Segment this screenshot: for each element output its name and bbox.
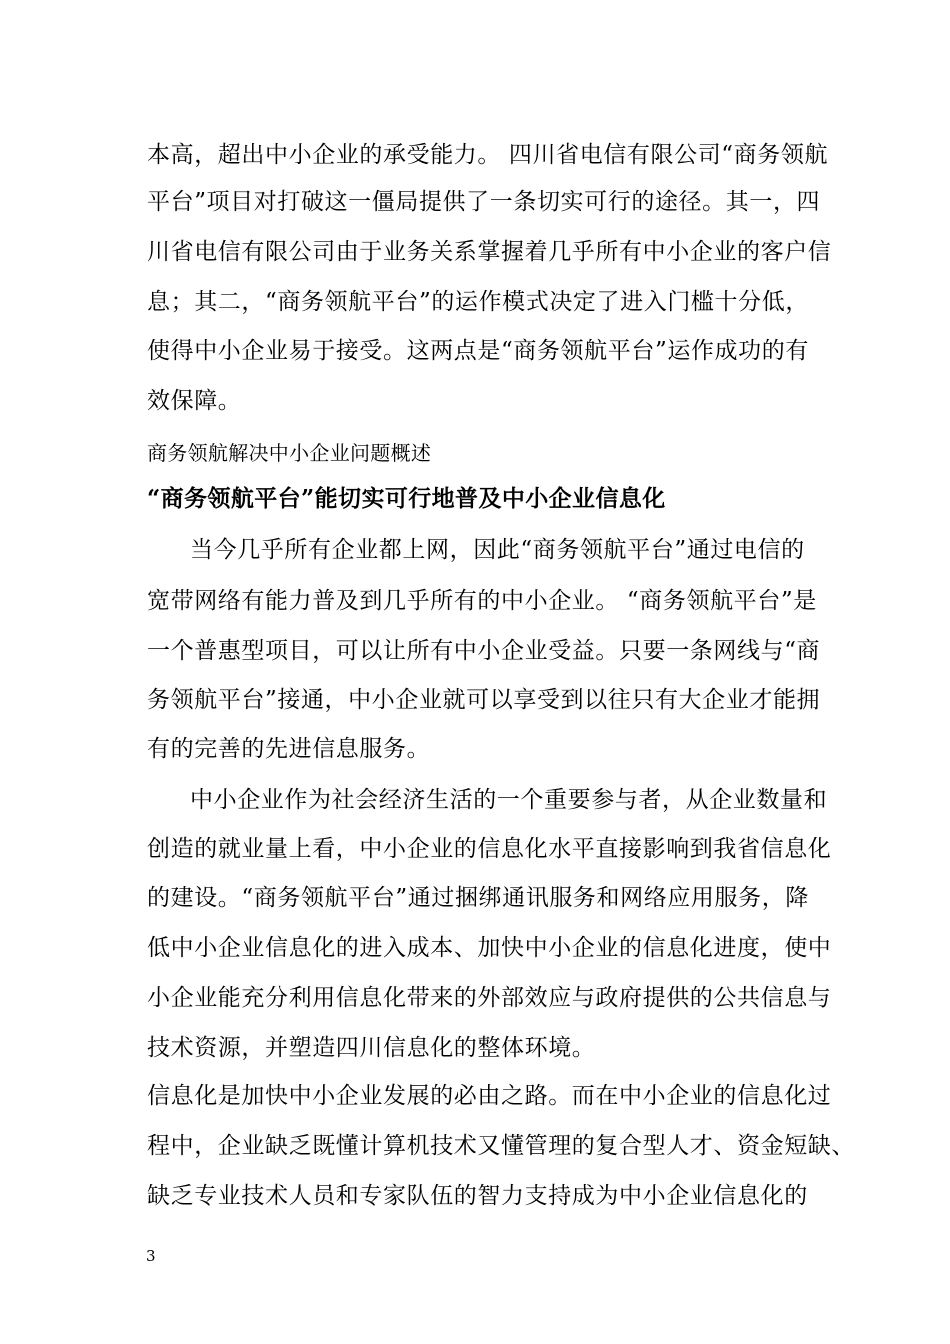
paragraph-4-line-1: 信息化是加快中小企业发展的必由之路。而在中小企业的信息化过	[147, 1083, 832, 1109]
paragraph-1-line-2: 平台”项目对打破这一僵局提供了一条切实可行的途径。其一，四	[147, 189, 821, 215]
paragraph-3-line-2: 创造的就业量上看，中小企业的信息化水平直接影响到我省信息化	[147, 836, 832, 862]
paragraph-3-line-5: 小企业能充分利用信息化带来的外部效应与政府提供的公共信息与	[147, 985, 832, 1011]
paragraph-1-line-1: 本高，超出中小企业的承受能力。 四川省电信有限公司“商务领航	[147, 142, 829, 168]
paragraph-2-line-2: 宽带网络有能力普及到几乎所有的中小企业。 “商务领航平台”是	[147, 588, 817, 614]
paragraph-3-line-6: 技术资源，并塑造四川信息化的整体环境。	[147, 1035, 596, 1061]
paragraph-1-line-4: 息；其二，“商务领航平台”的运作模式决定了进入门槛十分低，	[147, 289, 809, 315]
paragraph-2-line-5: 有的完善的先进信息服务。	[147, 736, 431, 762]
paragraph-2-line-3: 一个普惠型项目，可以让所有中小企业受益。只要一条网线与“商	[147, 638, 821, 664]
bold-heading: “商务领航平台”能切实可行地普及中小企业信息化	[147, 485, 666, 512]
paragraph-3-line-1: 中小企业作为社会经济生活的一个重要参与者，从企业数量和	[190, 787, 828, 813]
paragraph-1-line-6: 效保障。	[147, 388, 242, 414]
page-number: 3	[146, 1247, 156, 1265]
paragraph-3-line-3: 的建设。“商务领航平台”通过捆绑通讯服务和网络应用服务，降	[147, 885, 809, 911]
section-heading: 商务领航解决中小企业问题概述	[147, 441, 432, 465]
paragraph-4-line-3: 缺乏专业技术人员和专家队伍的智力支持成为中小企业信息化的	[147, 1183, 808, 1209]
paragraph-3-line-4: 低中小企业信息化的进入成本、加快中小企业的信息化进度，使中	[147, 935, 832, 961]
paragraph-2-line-4: 务领航平台”接通，中小企业就可以享受到以往只有大企业才能拥	[147, 687, 821, 713]
paragraph-1-line-3: 川省电信有限公司由于业务关系掌握着几乎所有中小企业的客户信	[147, 239, 832, 265]
paragraph-4-line-2: 程中，企业缺乏既懂计算机技术又懂管理的复合型人才、资金短缺、	[147, 1133, 855, 1159]
paragraph-2-line-1: 当今几乎所有企业都上网，因此“商务领航平台”通过电信的	[190, 537, 805, 563]
paragraph-1-line-5: 使得中小企业易于接受。这两点是“商务领航平台”运作成功的有	[147, 338, 809, 364]
